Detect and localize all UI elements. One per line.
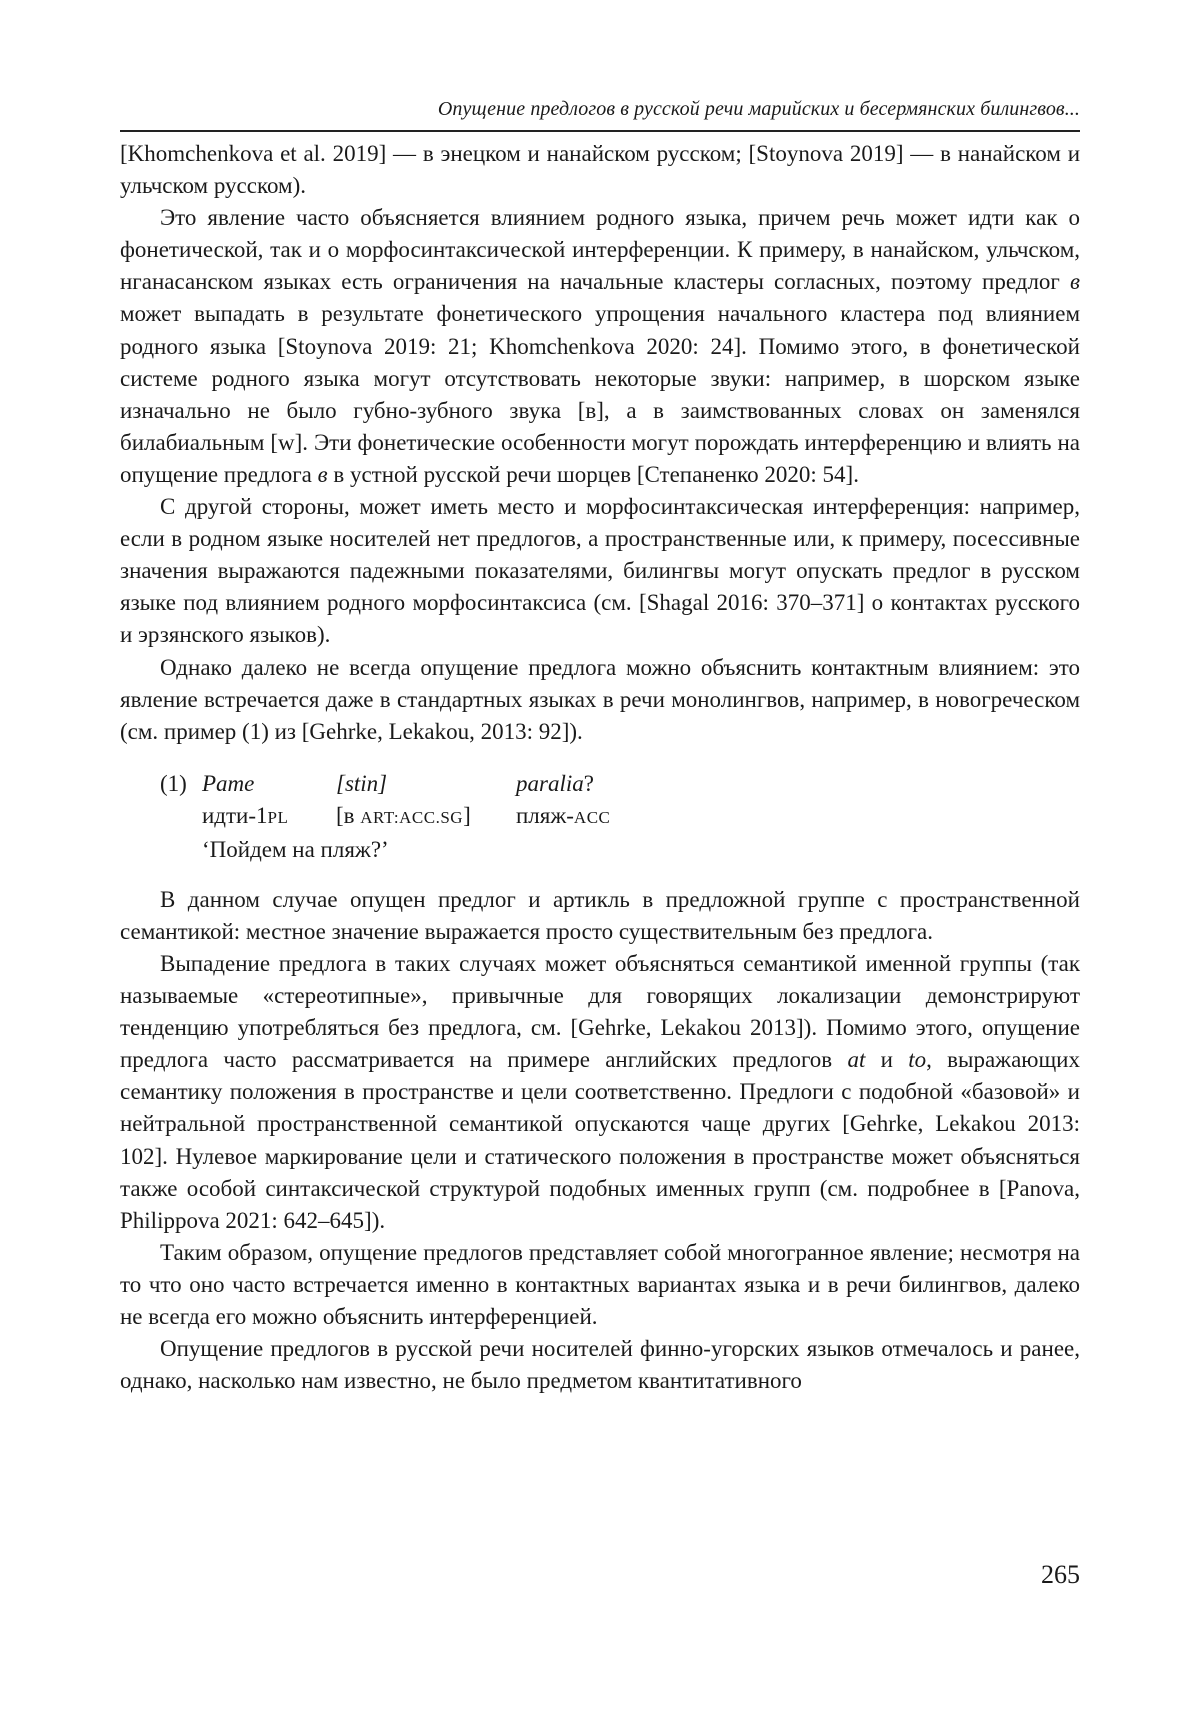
- english-preposition-to: to: [908, 1047, 927, 1073]
- paragraph-7: Таким образом, опущение предлогов представляет собой многогранное явление; несмотря на то что оно часто встречается именно в контактных вариантах языка и в речи билингвов, далеко не всегда его можно объяснить интерференцией.: [120, 1239, 1080, 1329]
- body-text: [120, 138, 1080, 748]
- paragraph-2-part-c: в устной русской речи шорцев [Степаненко 2020: 54].: [327, 461, 859, 487]
- example-gloss-line: [160, 800, 1080, 834]
- example-word-1: Pame: [202, 770, 255, 796]
- example-gloss-2: [в ART:ACC.SG]: [336, 802, 471, 828]
- running-header: Опущение предлогов в русской речи марийских и бесермянских билингвов...: [120, 90, 1080, 132]
- paragraph-2-part-b: может выпадать в результате фонетического упрощения начального кластера под влиянием родного языка [Stoynova 2019: 21; Khomchenkova 2020: 24]. Помимо этого, в фонетической системе родного языка могут отсутствовать некоторые звуки: например, в шорском языке изначально не было губно-зубного звука [в], а в заимствованных словах он заменялся билабиальным [w]. Эти фонетические особенности могут порождать интерференцию и влиять на опущение предлога: [120, 301, 1080, 487]
- example-word-2: [stin]: [336, 770, 388, 796]
- paragraph-2: [120, 202, 1080, 491]
- example-source-line: [160, 768, 1080, 800]
- preposition-v-italic: в: [1070, 269, 1080, 295]
- example-number: (1): [160, 770, 187, 796]
- example-word-3: [516, 768, 716, 800]
- page-number: 265: [1041, 1560, 1080, 1589]
- preposition-v-italic: в: [317, 461, 328, 487]
- body-text-continued: [120, 884, 1080, 1398]
- paragraph-6: Выпадение предлога в таких случаях может объясняться семантикой именной группы (так называемые «стереотипные», привычные для говорящих локализации демонстрируют тенденцию употребляться без предлога, см. [Gehrke, Lekakou 2013]). Помимо этого, опущение предлога часто рассматривается на примере английских предлогов at и to, выражающих семантику положения в пространстве и цели соответственно. Предлоги с подобной «базовой» и нейтральной пространственной семантикой опускаются чаще других [Gehrke, Lekakou 2013: 102]. Нулевое маркирование цели и статического положения в пространстве может объясняться также особой синтаксической структурой подобных именных групп (см. подробнее в [Panova, Philippova 2021: 642–645]).: [120, 950, 1080, 1233]
- example-translation: ‘Пойдем на пляж?’: [202, 836, 389, 862]
- example-word-3-punct: ?: [583, 770, 594, 796]
- paragraph-2-part-a: Это явление часто объясняется влиянием родного языка, причем речь может идти как о фонетической, так и о морфосинтаксической интерференции. К примеру, в нанайском, ульчском, нганасанском языках есть ограничения на начальные кластеры согласных, поэтому предлог: [120, 205, 1080, 295]
- paragraph-1: [Khomchenkova et al. 2019] — в энецком и нанайском русском; [Stoynova 2019] — в нанайском и ульчском русском).: [120, 141, 1080, 199]
- page: [120, 90, 1080, 1397]
- example-gloss-3: пляж-ACC: [516, 802, 611, 828]
- paragraph-3: С другой стороны, может иметь место и морфосинтаксическая интерференция: например, если в родном языке носителей нет предлогов, а пространственные или, к примеру, посессивные значения выражаются падежными показателями, билингвы могут опускать предлог в русском языке под влиянием родного морфосинтаксиса (см. [Shagal 2016: 370–371] о контактах русского и эрзянского языков).: [120, 494, 1080, 648]
- gloss-example: [160, 768, 1080, 866]
- example-word-3-main: paralia: [516, 770, 584, 796]
- example-gloss-1: идти-1PL: [202, 802, 289, 828]
- english-preposition-at: at: [847, 1047, 866, 1073]
- paragraph-4: Однако далеко не всегда опущение предлога можно объяснить контактным влиянием: это явление встречается даже в стандартных языках в речи монолингвов, например, в новогреческом (см. пример (1) из [Gehrke, Lekakou, 2013: 92]).: [120, 654, 1080, 744]
- paragraph-8: Опущение предлогов в русской речи носителей финно-угорских языков отмечалось и ранее, однако, насколько нам известно, не было предметом квантитативного: [120, 1336, 1080, 1394]
- paragraph-5: В данном случае опущен предлог и артикль в предложной группе с пространственной семантикой: местное значение выражается просто существительным без предлога.: [120, 886, 1080, 944]
- example-translation-line: [160, 834, 1080, 866]
